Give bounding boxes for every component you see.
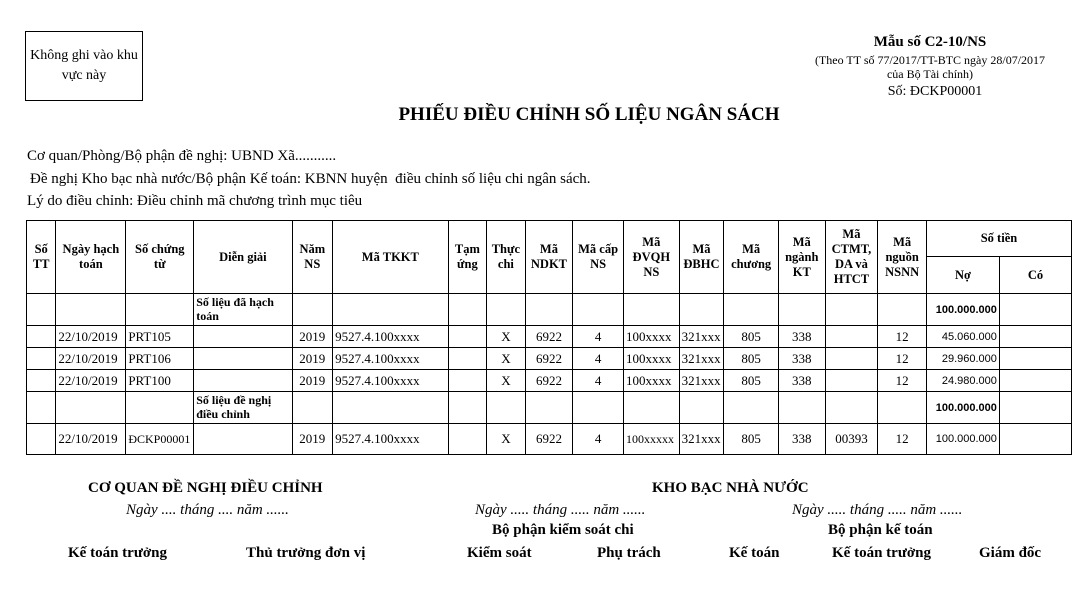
page-title: PHIẾU ĐIỀU CHỈNH SỐ LIỆU NGÂN SÁCH	[398, 104, 780, 125]
cell-ctmt: 00393	[825, 424, 878, 455]
restricted-area-box: Không ghi vào khu vực này	[25, 31, 143, 101]
col-posting-date: Ngày hạch toán	[56, 221, 126, 294]
table-row	[27, 370, 1072, 392]
cell-dvqhns: 100xxxx	[623, 326, 679, 348]
col-stt: Số TT	[27, 221, 56, 294]
cell-voucher: PRT105	[126, 326, 194, 348]
cell-date: 22/10/2019	[56, 348, 126, 370]
cell-voucher: PRT106	[126, 348, 194, 370]
cell-actual: X	[487, 348, 526, 370]
control-date: Ngày ..... tháng ..... năm ......	[475, 502, 646, 518]
requesting-agency: Cơ quan/Phòng/Bộ phận đề nghị: UBND Xã...........	[27, 148, 337, 164]
signature-chief-accountant: Kế toán trưởng	[68, 545, 167, 561]
cell-debit: 45.060.000	[926, 326, 999, 348]
requesting-agency-heading: CƠ QUAN ĐỀ NGHỊ ĐIỀU CHỈNH	[88, 480, 323, 496]
cell-date: 22/10/2019	[56, 370, 126, 392]
col-amount: Số tiền	[926, 221, 1071, 257]
signature-accountant: Kế toán	[729, 545, 780, 561]
section-row-proposed	[27, 392, 1072, 424]
cell-chapter: 805	[724, 326, 779, 348]
section-label: Số liệu đã hạch toán	[194, 294, 292, 326]
col-voucher-no: Số chứng từ	[126, 221, 194, 294]
cell-chapter: 805	[724, 424, 779, 455]
form-code: Mẫu số C2-10/NS	[873, 34, 987, 50]
signature-in-charge: Phụ trách	[597, 545, 661, 561]
cell-chapter: 805	[724, 370, 779, 392]
cell-sector: 338	[778, 348, 825, 370]
accounting-date: Ngày ..... tháng ..... năm ......	[792, 502, 963, 518]
cell-dbhc: 321xxx	[679, 326, 724, 348]
section-amount: 100.000.000	[926, 392, 999, 424]
cell-ctmt	[825, 370, 878, 392]
signature-control: Kiểm soát	[467, 545, 532, 561]
form-reference-line-1: (Theo TT số 77/2017/TT-BTC ngày 28/07/2017	[814, 53, 1046, 67]
cell-ctmt	[825, 348, 878, 370]
col-fund-source: Mã nguồn NSNN	[878, 221, 927, 294]
cell-dbhc: 321xxx	[679, 348, 724, 370]
accounting-dept-heading: Bộ phận kế toán	[828, 522, 933, 538]
cell-debit: 24.980.000	[926, 370, 999, 392]
col-economic-sector: Mã ngành KT	[778, 221, 825, 294]
cell-credit	[999, 348, 1071, 370]
cell-source: 12	[878, 424, 927, 455]
cell-year: 2019	[292, 348, 333, 370]
requesting-agency-date: Ngày .... tháng .... năm ......	[126, 502, 289, 518]
cell-actual: X	[487, 424, 526, 455]
cell-year: 2019	[292, 370, 333, 392]
cell-level: 4	[573, 424, 624, 455]
cell-tkkt: 9527.4.100xxxx	[333, 348, 449, 370]
col-tkkt: Mã TKKT	[333, 221, 449, 294]
cell-tkkt: 9527.4.100xxxx	[333, 370, 449, 392]
cell-sector: 338	[778, 424, 825, 455]
cell-date: 22/10/2019	[56, 424, 126, 455]
cell-date: 22/10/2019	[56, 326, 126, 348]
table-row	[27, 348, 1072, 370]
form-number: Số: ĐCKP00001	[887, 84, 983, 99]
cell-ndkt: 6922	[525, 348, 573, 370]
cell-year: 2019	[292, 326, 333, 348]
col-dbhc: Mã ĐBHC	[679, 221, 724, 294]
col-description: Diễn giải	[194, 221, 292, 294]
control-dept-heading: Bộ phận kiểm soát chi	[492, 522, 634, 538]
signature-treasury-chief-accountant: Kế toán trưởng	[832, 545, 931, 561]
col-ndkt: Mã NDKT	[525, 221, 573, 294]
col-budget-level: Mã cấp NS	[573, 221, 624, 294]
cell-sector: 338	[778, 370, 825, 392]
adjustment-reason: Lý do điều chỉnh: Điều chỉnh mã chương trình mục tiêu	[27, 193, 363, 209]
cell-dbhc: 321xxx	[679, 424, 724, 455]
table-row	[27, 326, 1072, 348]
request-statement: Đề nghị Kho bạc nhà nước/Bộ phận Kế toán: KBNN huyện điều chỉnh số liệu chi ngân sách.	[30, 171, 591, 187]
form-reference-line-2: của Bộ Tài chính)	[886, 67, 974, 81]
col-budget-year: Năm NS	[292, 221, 333, 294]
cell-actual: X	[487, 370, 526, 392]
signature-unit-head: Thủ trưởng đơn vị	[246, 545, 366, 561]
cell-debit: 100.000.000	[926, 424, 999, 455]
treasury-heading: KHO BẠC NHÀ NƯỚC	[652, 480, 809, 496]
cell-dvqhns: 100xxxx	[623, 370, 679, 392]
cell-source: 12	[878, 348, 927, 370]
cell-credit	[999, 370, 1071, 392]
cell-ctmt	[825, 326, 878, 348]
cell-debit: 29.960.000	[926, 348, 999, 370]
col-actual-spend: Thực chi	[487, 221, 526, 294]
col-dvqhns: Mã ĐVQH NS	[623, 221, 679, 294]
signature-director: Giám đốc	[979, 545, 1042, 561]
cell-sector: 338	[778, 326, 825, 348]
col-credit: Có	[999, 257, 1071, 294]
cell-tkkt: 9527.4.100xxxx	[333, 424, 449, 455]
cell-actual: X	[487, 326, 526, 348]
col-ctmt: Mã CTMT, DA và HTCT	[825, 221, 878, 294]
col-advance: Tạm ứng	[448, 221, 487, 294]
cell-source: 12	[878, 326, 927, 348]
section-row-posted	[27, 294, 1072, 326]
cell-ndkt: 6922	[525, 326, 573, 348]
cell-credit	[999, 424, 1071, 455]
cell-tkkt: 9527.4.100xxxx	[333, 326, 449, 348]
section-amount: 100.000.000	[926, 294, 999, 326]
cell-level: 4	[573, 326, 624, 348]
adjustment-table	[26, 220, 1072, 455]
cell-chapter: 805	[724, 348, 779, 370]
cell-level: 4	[573, 348, 624, 370]
cell-voucher: PRT100	[126, 370, 194, 392]
cell-level: 4	[573, 370, 624, 392]
cell-source: 12	[878, 370, 927, 392]
col-debit: Nợ	[926, 257, 999, 294]
cell-year: 2019	[292, 424, 333, 455]
cell-dbhc: 321xxx	[679, 370, 724, 392]
section-label: Số liệu đề nghị điều chỉnh	[194, 392, 292, 424]
cell-dvqhns: 100xxxxx	[623, 424, 679, 455]
col-chapter: Mã chương	[724, 221, 779, 294]
cell-ndkt: 6922	[525, 370, 573, 392]
form-reference	[790, 53, 1070, 81]
cell-voucher: ĐCKP00001	[126, 424, 194, 455]
cell-dvqhns: 100xxxx	[623, 348, 679, 370]
cell-credit	[999, 326, 1071, 348]
cell-ndkt: 6922	[525, 424, 573, 455]
table-row	[27, 424, 1072, 455]
